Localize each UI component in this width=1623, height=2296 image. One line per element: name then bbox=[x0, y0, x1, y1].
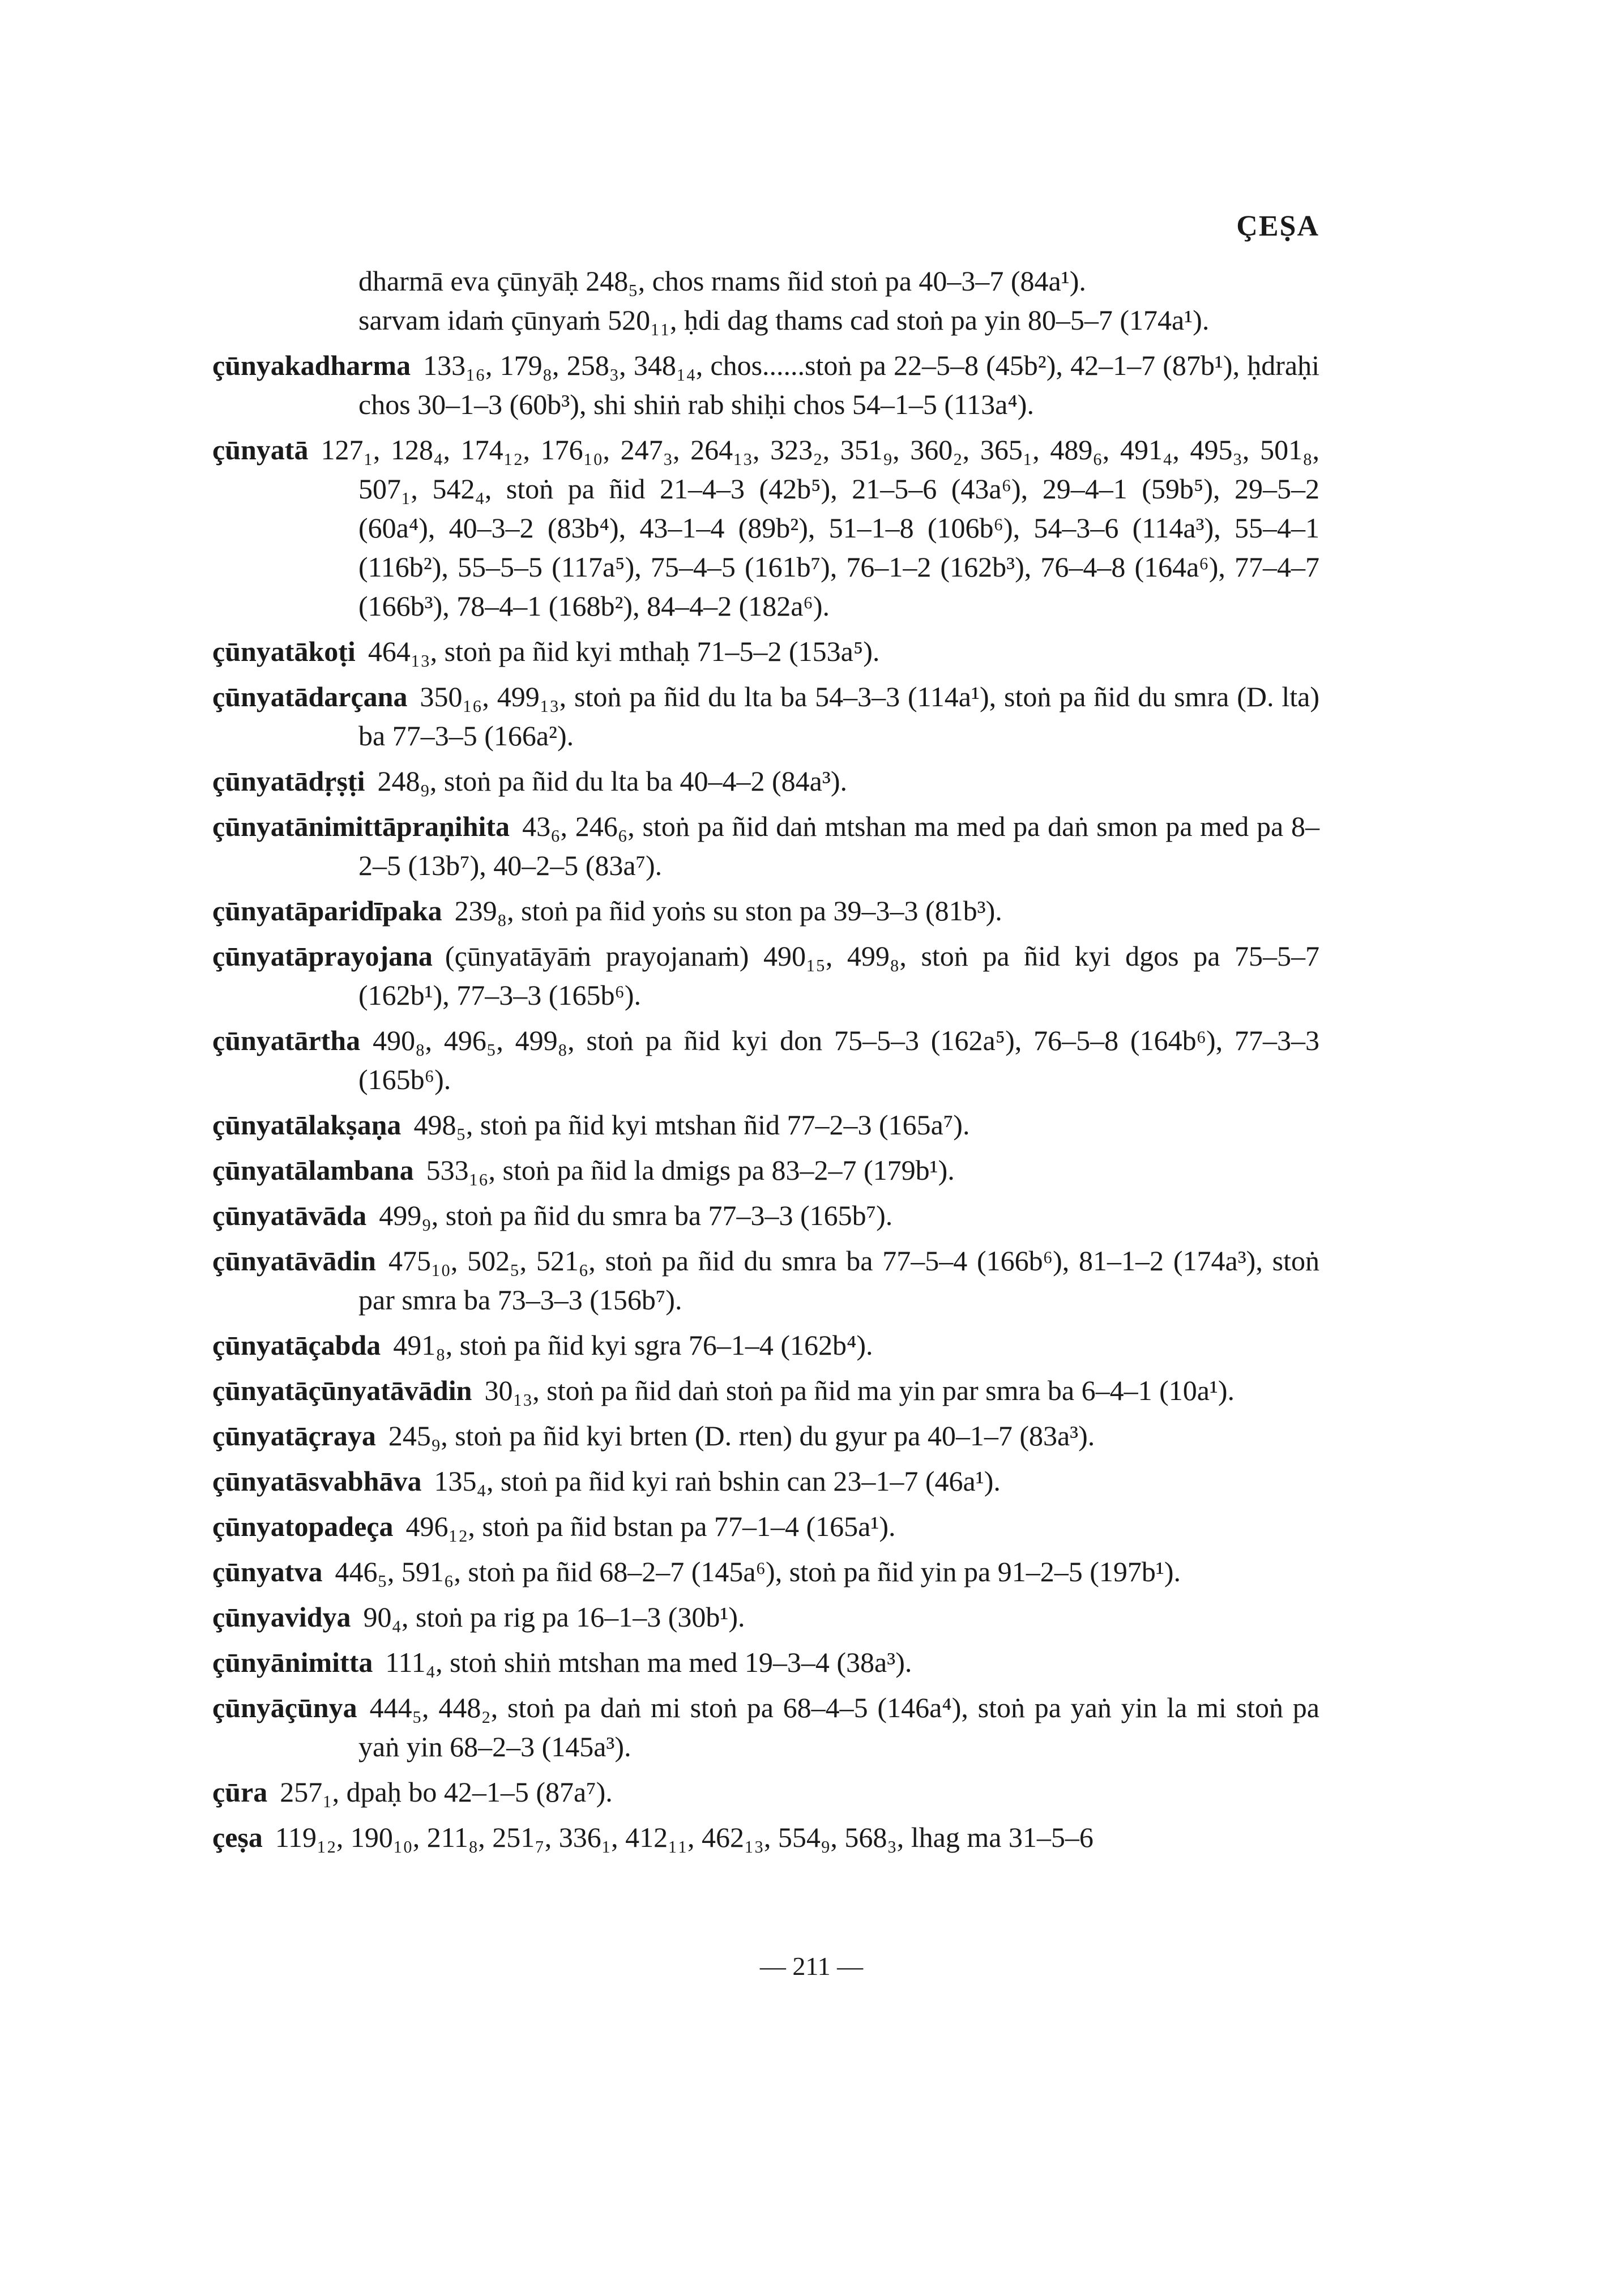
headword: çūnyavidya bbox=[212, 1601, 351, 1633]
entry-text: 444₅, 448₂, stoṅ pa daṅ mi stoṅ pa 68–4–5 (146a⁴), stoṅ pa yaṅ yin la mi stoṅ pa yaṅ yin 68–2–3 (145a³). bbox=[358, 1692, 1319, 1762]
dictionary-entry bbox=[212, 1552, 1319, 1591]
dictionary-entry bbox=[212, 807, 1319, 885]
dictionary-entry bbox=[212, 1241, 1319, 1320]
headword: çūnyatāprayojana bbox=[212, 940, 433, 972]
dictionary-entry bbox=[212, 1021, 1319, 1099]
entry-text: 491₈, stoṅ pa ñid kyi sgra 76–1–4 (162b⁴). bbox=[393, 1329, 873, 1361]
entry-text: 133₁₆, 179₈, 258₃, 348₁₄, chos......stoṅ pa 22–5–8 (45b²), 42–1–7 (87b¹), ḥdraḥi chos 30–1–3 (60b³), shi shiṅ rab shiḥi chos 54–1–5 (113a⁴). bbox=[358, 349, 1319, 420]
entry-text: 43₆, 246₆, stoṅ pa ñid daṅ mtshan ma med pa daṅ smon pa med pa 8–2–5 (13b⁷), 40–2–5 (83a⁷). bbox=[358, 810, 1319, 881]
continuation-line: dharmā eva çūnyāḥ 248₅, chos rnams ñid stoṅ pa 40–3–7 (84a¹). bbox=[358, 265, 1086, 297]
dictionary-entry bbox=[212, 1507, 1319, 1546]
headword: çeṣa bbox=[212, 1821, 263, 1853]
entry-text: 498₅, stoṅ pa ñid kyi mtshan ñid 77–2–3 (165a⁷). bbox=[413, 1109, 970, 1141]
dictionary-entry bbox=[212, 346, 1319, 424]
headword: çūnyāçūnya bbox=[212, 1692, 357, 1723]
entry-text: 111₄, stoṅ shiṅ mtshan ma med 19–3–4 (38a³). bbox=[385, 1646, 912, 1678]
headword: çūnyatāsvabhāva bbox=[212, 1465, 422, 1497]
headword: çūnyatārtha bbox=[212, 1025, 361, 1056]
entry-text: 446₅, 591₆, stoṅ pa ñid 68–2–7 (145a⁶), stoṅ pa ñid yin pa 91–2–5 (197b¹). bbox=[335, 1556, 1181, 1587]
headword: çūra bbox=[212, 1776, 268, 1808]
entry-text: 496₁₂, stoṅ pa ñid bstan pa 77–1–4 (165a¹). bbox=[405, 1510, 896, 1542]
dictionary-entry bbox=[212, 1818, 1319, 1857]
entry-text: 475₁₀, 502₅, 521₆, stoṅ pa ñid du smra ba 77–5–4 (166b⁶), 81–1–2 (174a³), stoṅ par smra ba 73–3–3 (156b⁷). bbox=[358, 1245, 1319, 1316]
headword: çūnyatālakṣaṇa bbox=[212, 1109, 402, 1141]
entry-list bbox=[212, 346, 1319, 1857]
entry-text: 90₄, stoṅ pa rig pa 16–1–3 (30b¹). bbox=[363, 1601, 745, 1633]
entry-text: 248₉, stoṅ pa ñid du lta ba 40–4–2 (84a³). bbox=[377, 765, 847, 797]
headword: çūnyatādṛṣṭi bbox=[212, 765, 365, 797]
headword: çūnyatālambana bbox=[212, 1154, 414, 1186]
dictionary-entry bbox=[212, 1773, 1319, 1812]
dictionary-entry bbox=[212, 1688, 1319, 1766]
dictionary-entry bbox=[212, 677, 1319, 756]
entry-text: 239₈, stoṅ pa ñid yoṅs su ston pa 39–3–3 (81b³). bbox=[454, 895, 1002, 927]
headword: çūnyatāvāda bbox=[212, 1200, 367, 1231]
dictionary-entry bbox=[212, 762, 1319, 801]
dictionary-entry bbox=[212, 1151, 1319, 1190]
dictionary-entry bbox=[212, 1643, 1319, 1682]
headword: çūnyatādarçana bbox=[212, 681, 408, 712]
entry-text: 245₉, stoṅ pa ñid kyi brten (D. rten) du gyur pa 40–1–7 (83a³). bbox=[388, 1420, 1095, 1452]
headword: çūnyatāçabda bbox=[212, 1329, 381, 1361]
dictionary-entry bbox=[212, 1416, 1319, 1456]
entry-text: (çūnyatāyāṁ prayojanaṁ) 490₁₅, 499₈, stoṅ pa ñid kyi dgos pa 75–5–7 (162b¹), 77–3–3 (165b⁶). bbox=[358, 940, 1319, 1011]
dictionary-entry bbox=[212, 1106, 1319, 1145]
headword: çūnyatopadeça bbox=[212, 1510, 394, 1542]
dictionary-column bbox=[212, 262, 1319, 1863]
running-head: ÇEṢA bbox=[1236, 210, 1319, 242]
dictionary-entry bbox=[212, 1462, 1319, 1501]
dictionary-entry bbox=[212, 1598, 1319, 1637]
headword: çūnyatākoṭi bbox=[212, 635, 356, 667]
headword: çūnyatāvādin bbox=[212, 1245, 376, 1277]
dictionary-entry bbox=[212, 632, 1319, 671]
headword: çūnyatā bbox=[212, 434, 309, 466]
entry-text: 350₁₆, 499₁₃, stoṅ pa ñid du lta ba 54–3–3 (114a¹), stoṅ pa ñid du smra (D. lta) ba 77–3–5 (166a²). bbox=[358, 681, 1319, 752]
entry-text: 490₈, 496₅, 499₈, stoṅ pa ñid kyi don 75–5–3 (162a⁵), 76–5–8 (164b⁶), 77–3–3 (165b⁶). bbox=[358, 1025, 1319, 1095]
entry-text: 257₁, dpaḥ bo 42–1–5 (87a⁷). bbox=[280, 1776, 613, 1808]
entry-text: 464₁₃, stoṅ pa ñid kyi mthaḥ 71–5–2 (153a⁵). bbox=[368, 635, 880, 667]
entry-text: 30₁₃, stoṅ pa ñid daṅ stoṅ pa ñid ma yin par smra ba 6–4–1 (10a¹). bbox=[484, 1375, 1235, 1406]
dictionary-entry bbox=[212, 1326, 1319, 1365]
dictionary-entry bbox=[212, 430, 1319, 626]
dictionary-entry bbox=[212, 1371, 1319, 1410]
headword: çūnyatāçūnyatāvādin bbox=[212, 1375, 472, 1406]
entry-text: 135₄, stoṅ pa ñid kyi raṅ bshin can 23–1–7 (46a¹). bbox=[434, 1465, 1001, 1497]
entry-text: 533₁₆, stoṅ pa ñid la dmigs pa 83–2–7 (179b¹). bbox=[426, 1154, 955, 1186]
dictionary-entry bbox=[212, 891, 1319, 931]
headword: çūnyatāparidīpaka bbox=[212, 895, 442, 927]
entry-text: 119₁₂, 190₁₀, 211₈, 251₇, 336₁, 412₁₁, 462₁₃, 554₉, 568₃, lhag ma 31–5–6 bbox=[275, 1821, 1094, 1853]
headword: çūnyakadharma bbox=[212, 349, 411, 381]
dictionary-entry bbox=[212, 937, 1319, 1015]
entry-text: 499₉, stoṅ pa ñid du smra ba 77–3–3 (165b⁷). bbox=[379, 1200, 893, 1231]
headword: çūnyatāçraya bbox=[212, 1420, 376, 1452]
entry-text: 127₁, 128₄, 174₁₂, 176₁₀, 247₃, 264₁₃, 323₂, 351₉, 360₂, 365₁, 489₆, 491₄, 495₃, 501₈, 507₁, 542₄, stoṅ pa ñid 21–4–3 (42b⁵), 21–5–6 (43a⁶), 29–4–1 (59b⁵), 29–5–2 (60a⁴), 40–3–2 (83b⁴), 43–1–4 (89b²), 51–1–8 (106b⁶), 54–3–6 (114a³), 55–4–1 (116b²), 55–5–5 (117a⁵), 75–4–5 (161b⁷), 76–1–2 (162b³), 76–4–8 (164a⁶), 77–4–7 (166b³), 78–4–1 (168b²), 84–4–2 (182a⁶). bbox=[321, 434, 1319, 622]
continuation-line: sarvam idaṁ çūnyaṁ 520₁₁, ḥdi dag thams cad stoṅ pa yin 80–5–7 (174a¹). bbox=[358, 304, 1210, 336]
page-number: — 211 — bbox=[759, 1952, 864, 1981]
headword: çūnyānimitta bbox=[212, 1646, 373, 1678]
headword: çūnyatva bbox=[212, 1556, 323, 1587]
headword: çūnyatānimittāpraṇihita bbox=[212, 810, 510, 842]
dictionary-entry bbox=[212, 1196, 1319, 1235]
